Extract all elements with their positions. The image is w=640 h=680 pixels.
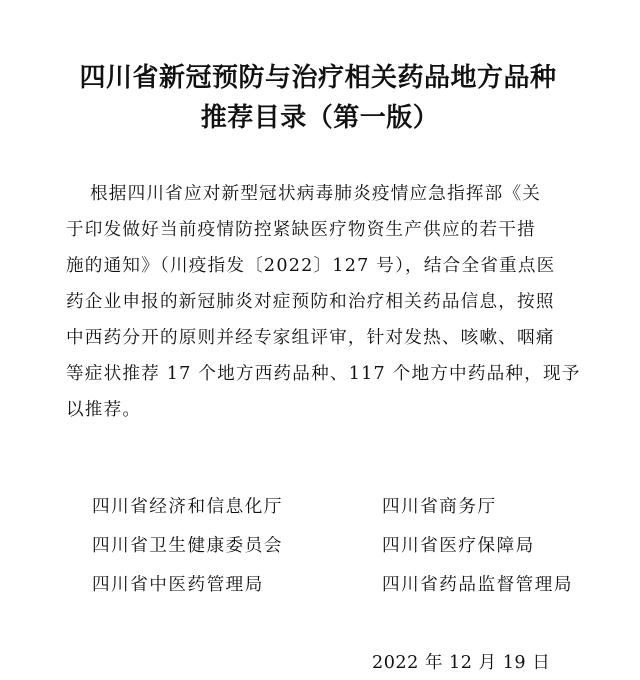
body-line: 等症状推荐 17 个地方西药品种、117 个地方中药品种，现予 xyxy=(66,364,581,384)
signatory: 四川省商务厅 xyxy=(382,497,497,517)
signatory: 四川省经济和信息化厅 xyxy=(92,497,283,517)
signatory-row xyxy=(92,488,612,527)
body-line: 于印发做好当前疫情防控紧缺医疗物资生产供应的若干措 xyxy=(66,220,536,240)
body-line: 根据四川省应对新型冠状病毒肺炎疫情应急指挥部《关 xyxy=(90,184,542,204)
signatory: 四川省医疗保障局 xyxy=(382,536,535,556)
body-line: 施的通知》（川疫指发〔2022〕127 号），结合全省重点医 xyxy=(66,256,556,276)
body-line: 药企业申报的新冠肺炎对症预防和治疗相关药品信息，按照 xyxy=(66,292,555,312)
body-line: 以推荐。 xyxy=(66,400,142,420)
signatory: 四川省中医药管理局 xyxy=(92,575,264,595)
signatory-row xyxy=(92,566,612,605)
signatory: 四川省药品监督管理局 xyxy=(382,575,573,595)
signatory: 四川省卫生健康委员会 xyxy=(92,536,283,556)
body-paragraph xyxy=(66,176,586,428)
signatory-list xyxy=(92,488,612,605)
document-date: 2022 年 12 月 19 日 xyxy=(372,653,551,673)
signatory-row xyxy=(92,527,612,566)
document-title-line-2: 推荐目录（第一版） xyxy=(200,103,440,133)
document-title-line-1: 四川省新冠预防与治疗相关药品地方品种 xyxy=(79,63,557,93)
body-line: 中西药分开的原则并经专家组评审，针对发热、咳嗽、咽痛 xyxy=(66,328,555,348)
